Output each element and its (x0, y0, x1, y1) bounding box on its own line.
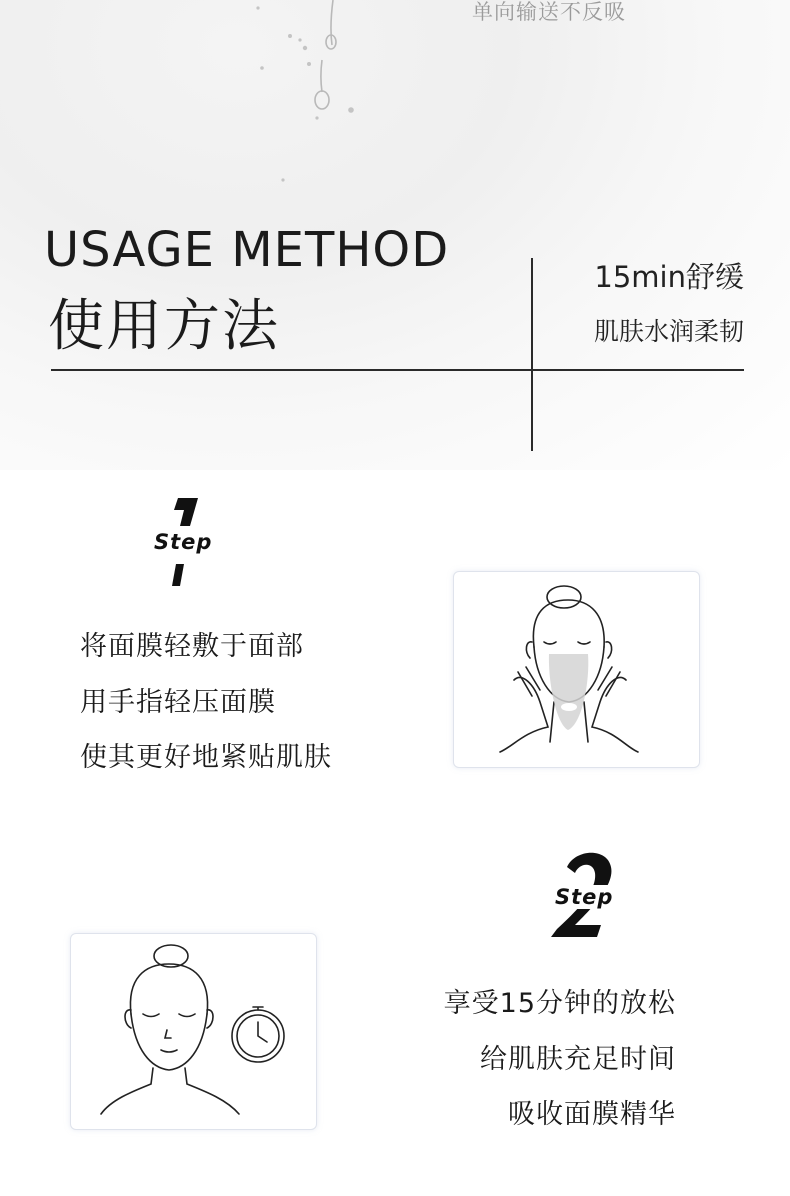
horizontal-divider (51, 369, 744, 371)
step-2-line-2: 给肌肤充足时间 (480, 1044, 676, 1075)
step-2-line-3: 吸收面膜精华 (508, 1099, 676, 1130)
tagline-duration: 15min舒缓 (594, 260, 744, 294)
water-drops-icon (230, 0, 390, 200)
step-1-line-2: 用手指轻压面膜 (80, 687, 276, 718)
vertical-divider (531, 258, 533, 451)
step-1-illustration-card (453, 571, 700, 768)
step-1-word: Step (154, 530, 213, 554)
tagline-benefit: 肌肤水润柔韧 (593, 317, 744, 346)
top-caption: 单向输送不反吸 (472, 0, 626, 24)
face-with-mask-icon (454, 572, 699, 767)
step-2-line-1: 享受15分钟的放松 (443, 988, 676, 1019)
step-2-word: Step (555, 885, 614, 909)
face-with-timer-icon (71, 934, 316, 1129)
step-1-line-1: 将面膜轻敷于面部 (80, 631, 304, 662)
section-title-cn: 使用方法 (48, 294, 280, 359)
section-title-en: USAGE METHOD (44, 222, 450, 278)
step-2-illustration-card (70, 933, 317, 1130)
step-1-line-3: 使其更好地紧贴肌肤 (80, 742, 332, 773)
step-2-badge (545, 845, 625, 945)
step-1-badge (150, 490, 230, 590)
